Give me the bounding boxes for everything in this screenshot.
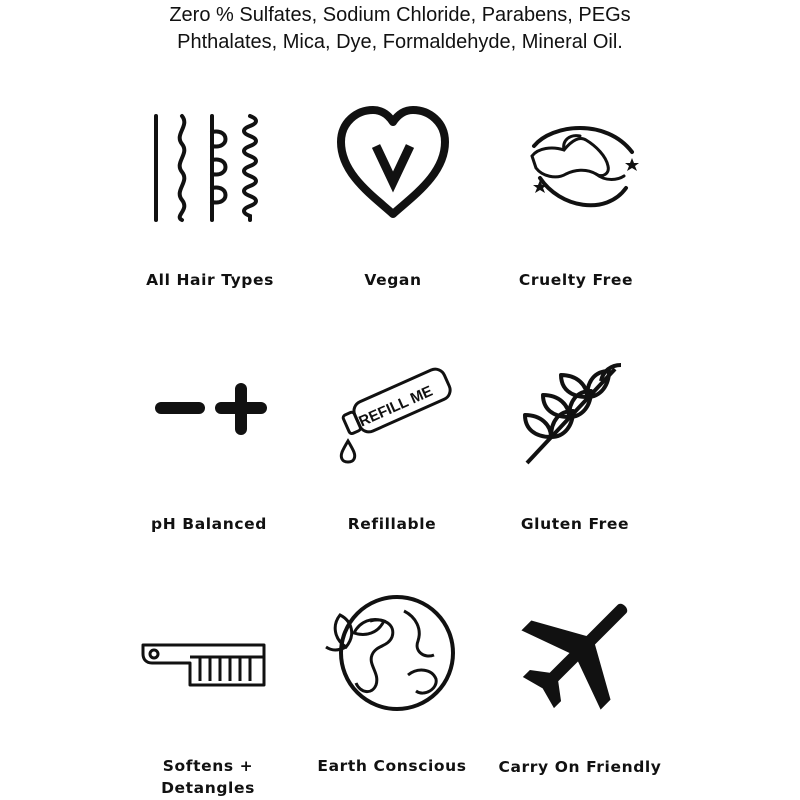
wheat-icon: [455, 345, 695, 485]
header-line-1: Zero % Sulfates, Sodium Chloride, Parabens, PEGs: [169, 4, 631, 26]
feature-label: pH Balanced: [151, 515, 267, 533]
feature-label: Earth Conscious: [317, 757, 467, 775]
feature-label-line-2: Detangles: [161, 779, 255, 797]
feature-label: Carry On Friendly: [498, 758, 662, 776]
feature-label: Softens +: [162, 757, 254, 775]
leaping-bunny-icon: [456, 100, 696, 240]
feature-label: Vegan: [364, 271, 422, 289]
feature-carry-on-friendly: [460, 595, 700, 795]
feature-label: Cruelty Free: [518, 271, 634, 289]
feature-label: Gluten Free: [520, 515, 630, 533]
feature-label: All Hair Types: [146, 271, 274, 289]
feature-gluten-free: [455, 345, 695, 545]
feature-label: Refillable: [347, 515, 437, 533]
refill-label: REFILL ME: [356, 382, 436, 431]
feature-cruelty-free: [456, 100, 696, 300]
header-line-2: Phthalates, Mica, Dye, Formaldehyde, Mineral Oil.: [177, 31, 623, 53]
airplane-icon: [460, 595, 700, 735]
